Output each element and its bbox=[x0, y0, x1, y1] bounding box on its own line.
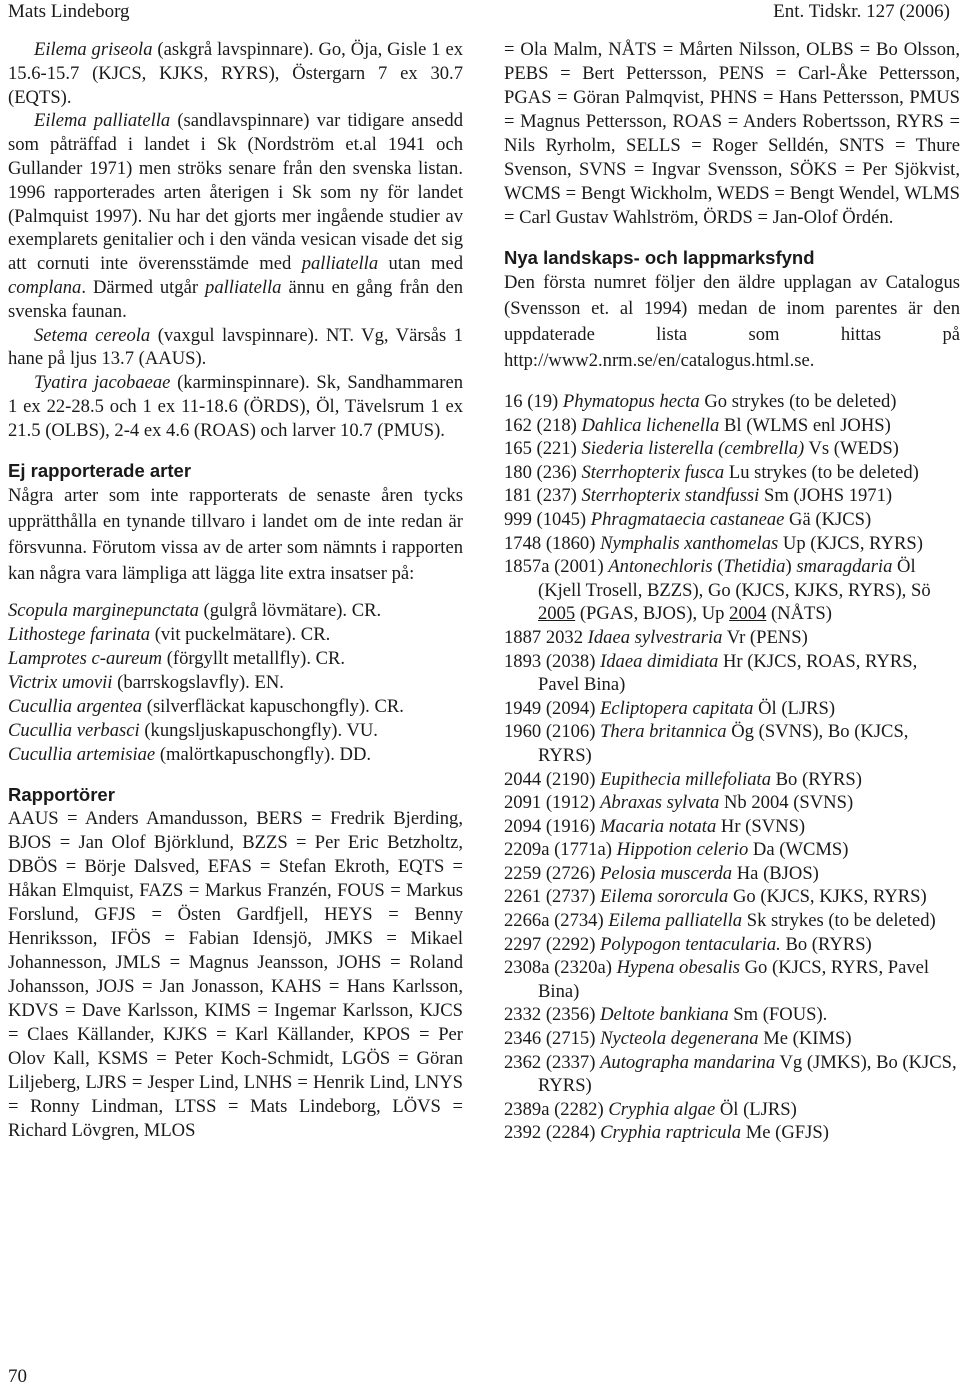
record-locality: Bo (RYRS) bbox=[780, 933, 872, 955]
record-locality: (PGAS, BJOS), Up bbox=[575, 603, 730, 625]
record-item bbox=[504, 1027, 960, 1051]
record-number: 165 (221) bbox=[504, 438, 582, 460]
species-name-inline: palliatella bbox=[205, 276, 282, 298]
species-name: Nycteola degenerana bbox=[600, 1028, 759, 1050]
record-number: 2259 (2726) bbox=[504, 862, 601, 884]
record-number: 1887 2032 bbox=[504, 626, 588, 648]
record-locality: Da (WCMS) bbox=[748, 839, 849, 861]
record-item bbox=[504, 838, 960, 862]
records-list bbox=[504, 390, 960, 1145]
record-locality: Vr (PENS) bbox=[722, 626, 808, 648]
threatened-species-list bbox=[8, 599, 463, 767]
record-item bbox=[504, 885, 960, 909]
species-text: (vaxgul lavspinnare). NT. Vg, Värsås 1 hane på ljus 13.7 (AAUS). bbox=[8, 324, 464, 370]
record-item bbox=[504, 484, 960, 508]
species-name: Nymphalis xanthomelas bbox=[600, 532, 779, 554]
record-item bbox=[504, 909, 960, 933]
species-name: Phragmataecia castaneae bbox=[590, 508, 785, 530]
list-item bbox=[8, 623, 463, 647]
record-number: 2094 (1916) bbox=[504, 815, 601, 837]
species-text: (karminspinnare). Sk, Sandhammaren 1 ex 22-28.5 och 1 ex 11-18.6 (ÖRDS), Öl, Tävelsrum 1 ex 21.5 (OLBS), 2-4 ex 4.6 (ROAS) och larver 10.7 (PMUS). bbox=[8, 372, 464, 441]
record-item bbox=[504, 815, 960, 839]
species-name: Abraxas sylvata bbox=[600, 792, 720, 814]
record-item bbox=[504, 1003, 960, 1027]
species-name: Siederia listerella (cembrella) bbox=[581, 438, 805, 460]
record-locality: Up (KJCS, RYRS) bbox=[778, 532, 923, 554]
list-item bbox=[8, 671, 463, 695]
species-name: Tyatira jacobaeae bbox=[34, 372, 171, 394]
record-number: 1748 (1860) bbox=[504, 532, 601, 554]
record-number: 999 (1045) bbox=[504, 508, 591, 530]
species-text: (sandlavspinnare) var tidigare ansedd som påträffad i landet i Sk (Nordström et.al 1941 och Gullander 1971) men ströks senare från den svenska listan. 1996 rapporterades arten återigen i Sk som ny för landet (Palmquist 1997). Nu har det gjorts mer ingående studier av exemplarets genitalier och i den vända vesican visade det sig att cornuti inte överensstämde med bbox=[8, 110, 463, 275]
record-number: 180 (236) bbox=[504, 461, 582, 483]
record-number: 2266a (2734) bbox=[504, 910, 609, 932]
record-locality: Sm (JOHS 1971) bbox=[759, 485, 893, 507]
record-item bbox=[504, 437, 960, 461]
species-name: Hippotion celerio bbox=[616, 839, 749, 861]
record-text: ( bbox=[712, 556, 724, 578]
record-number: 181 (237) bbox=[504, 485, 582, 507]
species-name: Idaea dimidiata bbox=[600, 650, 719, 672]
list-item bbox=[8, 647, 463, 671]
record-number: 1893 (2038) bbox=[504, 650, 601, 672]
record-item bbox=[504, 697, 960, 721]
species-name: Eilema palliatella bbox=[608, 910, 743, 932]
species-name: Autographa mandarina bbox=[600, 1051, 776, 1073]
species-status: (malörtkapuschongfly). DD. bbox=[155, 743, 372, 765]
species-name: Cryphia raptricula bbox=[600, 1122, 742, 1144]
species-name-inline: complana bbox=[8, 276, 82, 298]
record-number: 2297 (2292) bbox=[504, 933, 601, 955]
rapportorer-continued: = Ola Malm, NÅTS = Mårten Nilsson, OLBS = Bo Olsson, PEBS = Bert Pettersson, PENS = Carl-Åke Pettersson, PGAS = Göran Palmqvist, PHNS = Hans Pettersson, PMUS = Magnus Pettersson, ROAS = Anders Robertsson, RYRS = Nils Ryrholm, SELLS = Roger Selldén, SNTS = Thure Svenson, SVNS = Ingvar Svensson, SÖKS = Per Sjökvist, WCMS = Bengt Wickholm, WEDS = Bengt Wendel, WLMS = Carl Gustav Wahlström, ÖRDS = Jan-Olof Ördén. bbox=[504, 39, 960, 228]
species-name: Eilema sororcula bbox=[600, 886, 729, 908]
record-year: 2004 bbox=[729, 603, 767, 625]
species-text: . Därmed utgår bbox=[81, 276, 206, 298]
species-status: (silverfläckat kapuschongfly). CR. bbox=[142, 695, 404, 717]
record-locality: Sk strykes (to be deleted) bbox=[742, 910, 936, 932]
record-number: 162 (218) bbox=[504, 414, 582, 436]
species-name: Phymatopus hecta bbox=[562, 391, 700, 412]
species-name: Eupithecia millefoliata bbox=[600, 768, 771, 790]
record-item bbox=[504, 862, 960, 886]
species-name: Victrix umovii bbox=[8, 671, 113, 693]
record-locality: Gä (KJCS) bbox=[784, 508, 872, 530]
record-locality: Vg (JMKS), Bo (KJCS, RYRS) bbox=[538, 1051, 957, 1097]
record-number: 2332 (2356) bbox=[504, 1004, 601, 1026]
species-paragraph bbox=[8, 109, 463, 323]
species-name: Macaria notata bbox=[600, 815, 717, 837]
species-name: Thera britannica bbox=[600, 721, 727, 743]
record-item bbox=[504, 532, 960, 556]
record-item bbox=[504, 508, 960, 532]
record-item bbox=[504, 1098, 960, 1122]
species-name: Eilema palliatella bbox=[34, 110, 171, 132]
record-number: 2389a (2282) bbox=[504, 1098, 609, 1120]
species-status: (barrskogslavfly). EN. bbox=[112, 671, 284, 693]
species-name: Setema cereola bbox=[34, 324, 151, 346]
section-body-nya-fynd: Den första numret följer den äldre upplagan av Catalogus (Svensson et. al 1994) medan de inom parentes är den uppdaterade lista som hittas på http://www2.nrm.se/en/catalogus.html.se. bbox=[504, 272, 960, 371]
section-body-ej-rapporterade: Några arter som inte rapporterats de senaste åren tycks upprätthålla en tynande tillvaro i landet om de inte redan är försvunna. Förutom vissa av de arter som nämnts i rapporten kan några vara lämpliga att lägga lite extra insatser på: bbox=[8, 484, 463, 584]
record-number: 1949 (2094) bbox=[504, 697, 601, 719]
section-heading-ej-rapporterade: Ej rapporterade arter bbox=[8, 459, 192, 481]
record-number: 1857a (2001) bbox=[504, 556, 609, 578]
species-text: ännu en gång från den svenska faunan. bbox=[8, 276, 463, 322]
species-name: Deltote bankiana bbox=[600, 1004, 729, 1026]
record-number: 2346 (2715) bbox=[504, 1028, 601, 1050]
species-status: (förgyllt metallfly). CR. bbox=[162, 647, 346, 669]
species-name: Lithostege farinata bbox=[8, 623, 151, 645]
species-name: Polypogon tentacularia. bbox=[600, 933, 781, 955]
species-paragraph bbox=[8, 38, 463, 109]
species-status: (kungsljuskapuschongfly). VU. bbox=[139, 719, 378, 741]
record-text: ) bbox=[785, 556, 797, 578]
record-item bbox=[504, 461, 960, 485]
section-heading-nya-fynd: Nya landskaps- och lappmarksfynd bbox=[504, 247, 815, 268]
record-locality: Go (KJCS, RYRS, Pavel Bina) bbox=[538, 957, 930, 1002]
record-number: 2091 (1912) bbox=[504, 792, 601, 814]
record-item bbox=[504, 768, 960, 792]
record-locality: (NÅTS) bbox=[766, 603, 832, 625]
running-head-journal: Ent. Tidskr. 127 (2006) bbox=[773, 1, 950, 22]
species-name: Cucullia argentea bbox=[8, 695, 143, 717]
list-item bbox=[8, 599, 463, 623]
species-text: (askgrå lavspinnare). Go, Öja, Gisle 1 ex 15.6-15.7 (KJCS, KJKS, RYRS), Östergarn 7 ex 30.7 (EQTS). bbox=[8, 39, 463, 108]
species-name: Eilema griseola bbox=[34, 39, 153, 60]
species-name: smaragdaria bbox=[796, 556, 893, 578]
record-number: 2209a (1771a) bbox=[504, 839, 617, 861]
record-item bbox=[504, 720, 960, 767]
list-item bbox=[8, 719, 463, 743]
species-name: Scopula marginepunctata bbox=[8, 599, 199, 621]
record-locality: Vs (WEDS) bbox=[804, 438, 899, 460]
record-item bbox=[504, 390, 960, 414]
record-number: 16 (19) bbox=[504, 391, 563, 412]
record-locality: Öl (LJRS) bbox=[753, 697, 836, 719]
section-body-rapportorer: AAUS = Anders Amandusson, BERS = Fredrik Bjerding, BJOS = Jan Olof Björklund, BZZS = Per Eric Betzholtz, DBÖS = Börje Dalsved, EFAS = Stefan Ekroth, EQTS = Håkan Elmquist, FAZS = Markus Franzén, FOUS = Markus Forslund, GFJS = Östen Gardfjell, HEYS = Benny Henriksson, IFÖS = Fabian Idensjö, JMKS = Mikael Johannesson, JMLS = Magnus Jeansson, JOHS = Roland Johansson, JOJS = Jan Jonasson, KAHS = Hans Karlsson, KDVS = Dave Karlsson, KIMS = Ingemar Karlsson, KJCS = Claes Källander, KJKS = Karl Källander, KPOS = Per Olov Kall, KSMS = Peter Koch-Schmidt, LGÖS = Göran Liljeberg, LJRS = Jesper Lind, LNHS = Henrik Lind, LNYS = Ronny Lindman, LTSS = Mats Lindeborg, LÖVS = Richard Lövgren, MLOS bbox=[8, 807, 463, 1141]
species-name: Idaea sylvestraria bbox=[587, 626, 723, 648]
species-name-inline: palliatella bbox=[301, 253, 379, 275]
record-number: 2308a (2320a) bbox=[504, 957, 617, 979]
record-locality: Ög (SVNS), Bo (KJCS, RYRS) bbox=[538, 721, 909, 766]
record-locality: Lu strykes (to be deleted) bbox=[724, 461, 919, 483]
record-number: 2392 (2284) bbox=[504, 1122, 601, 1144]
record-locality: Nb 2004 (SVNS) bbox=[719, 792, 854, 814]
species-name: Sterrhopterix fusca bbox=[581, 461, 725, 483]
left-column bbox=[8, 38, 463, 1143]
species-name: Lamprotes c-aureum bbox=[8, 647, 163, 669]
record-number: 2261 (2737) bbox=[504, 886, 601, 908]
record-locality: Öl (LJRS) bbox=[715, 1098, 797, 1120]
record-locality: Ha (BJOS) bbox=[732, 862, 819, 884]
record-item bbox=[504, 1051, 960, 1098]
species-name: Pelosia muscerda bbox=[600, 862, 733, 884]
species-status: (vit puckelmätare). CR. bbox=[150, 623, 331, 645]
record-locality: Me (GFJS) bbox=[741, 1122, 829, 1144]
right-column bbox=[504, 38, 960, 1145]
record-item bbox=[504, 791, 960, 815]
record-locality: Sm (FOUS). bbox=[728, 1004, 828, 1026]
species-status: (gulgrå lövmätare). CR. bbox=[198, 599, 382, 621]
record-locality: Me (KIMS) bbox=[758, 1028, 852, 1050]
record-locality: Bl (WLMS enl JOHS) bbox=[719, 414, 891, 436]
species-name: Antonechloris bbox=[608, 556, 713, 578]
record-year: 2005 bbox=[538, 603, 576, 625]
record-locality: Go strykes (to be deleted) bbox=[699, 391, 897, 412]
species-name: Hypena obesalis bbox=[616, 957, 740, 979]
species-name: Ecliptopera capitata bbox=[600, 697, 754, 719]
record-number: 1960 (2106) bbox=[504, 721, 601, 743]
record-locality: Hr (SVNS) bbox=[716, 815, 806, 837]
record-locality: Bo (RYRS) bbox=[771, 768, 862, 790]
species-name: Sterrhopterix standfussi bbox=[581, 485, 760, 507]
record-item bbox=[504, 956, 960, 1003]
species-text: utan med bbox=[378, 253, 463, 275]
record-item bbox=[504, 1121, 960, 1145]
record-item bbox=[504, 555, 960, 626]
page-number: 70 bbox=[8, 1366, 27, 1387]
list-item bbox=[8, 695, 463, 719]
species-name: Cucullia verbasci bbox=[8, 719, 140, 741]
record-locality: Öl (Kjell Trosell, BZZS), Go (KJCS, KJKS, RYRS), Sö bbox=[538, 556, 931, 601]
species-paragraph bbox=[8, 371, 463, 442]
record-item bbox=[504, 650, 960, 697]
species-name: Cryphia algae bbox=[608, 1098, 716, 1120]
record-locality: Go (KJCS, KJKS, RYRS) bbox=[728, 886, 927, 908]
record-number: 2044 (2190) bbox=[504, 768, 601, 790]
species-paragraph bbox=[8, 324, 463, 372]
record-item bbox=[504, 626, 960, 650]
record-locality: Hr (KJCS, ROAS, RYRS, Pavel Bina) bbox=[538, 650, 918, 696]
running-head-author: Mats Lindeborg bbox=[8, 1, 130, 22]
species-name: Cucullia artemisiae bbox=[8, 743, 156, 765]
record-number: 2362 (2337) bbox=[504, 1051, 601, 1073]
species-name: Thetidia bbox=[723, 556, 786, 578]
list-item bbox=[8, 743, 463, 767]
record-item bbox=[504, 414, 960, 438]
species-name: Dahlica lichenella bbox=[581, 414, 720, 436]
section-heading-rapportorer: Rapportörer bbox=[8, 783, 115, 805]
record-item bbox=[504, 933, 960, 957]
